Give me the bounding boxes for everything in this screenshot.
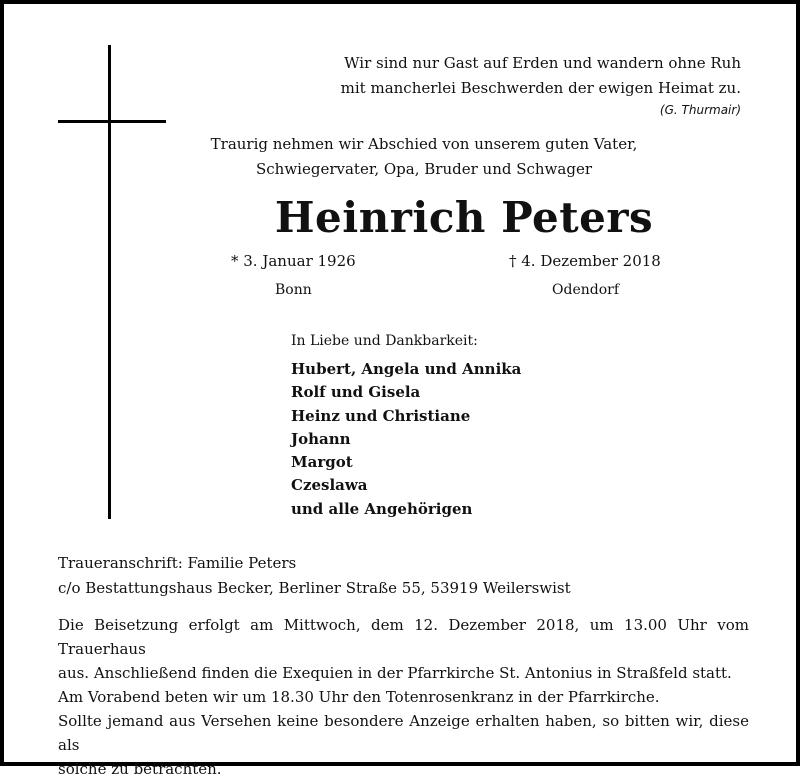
mourners-list xyxy=(291,358,521,521)
memorial-verse xyxy=(341,51,741,101)
notice-line: Sollte jemand aus Versehen keine besondere Anzeige erhalten haben, so bitten wir, diese als xyxy=(58,712,749,754)
verse-author: (G. Thurmair) xyxy=(659,103,741,117)
mourner-name: Hubert, Angela und Annika xyxy=(291,360,522,378)
birth-date: * 3. Januar 1926 xyxy=(231,252,356,270)
address-line: Traueranschrift: Familie Peters xyxy=(58,554,297,572)
mourner-name: und alle Angehörigen xyxy=(291,499,473,518)
notice-line: Am Vorabend beten wir um 18.30 Uhr den Totenrosenkranz in der Pfarrkirche. xyxy=(58,688,660,706)
cross-symbol xyxy=(108,45,111,519)
notice-line: solche zu betrachten. xyxy=(58,760,222,778)
mourner-name: Johann xyxy=(291,429,351,448)
funeral-notice xyxy=(58,613,749,781)
mourner-name: Czeslawa xyxy=(291,476,368,495)
mourning-address xyxy=(58,551,571,601)
verse-line: mit mancherlei Beschwerden der ewigen Heimat zu. xyxy=(340,79,741,97)
death-date: † 4. Dezember 2018 xyxy=(509,252,661,270)
intro-text xyxy=(164,132,684,182)
birth-place: Bonn xyxy=(275,282,312,298)
notice-line: Die Beisetzung erfolgt am Mittwoch, dem 12. Dezember 2018, um 13.00 Uhr vom Trauerhaus xyxy=(58,616,749,658)
cross-symbol-bar xyxy=(58,120,166,123)
mourner-name: Rolf und Gisela xyxy=(291,383,421,402)
death-place: Odendorf xyxy=(552,282,620,298)
intro-line: Traurig nehmen wir Abschied von unserem guten Vater, xyxy=(210,135,638,153)
notice-line: aus. Anschließend finden die Exequien in der Pfarrkirche St. Antonius in Straßfeld statt. xyxy=(58,664,732,682)
mourner-name: Heinz und Christiane xyxy=(291,406,471,425)
deceased-name: Heinrich Peters xyxy=(274,193,654,242)
mourner-name: Margot xyxy=(291,453,353,472)
address-line: c/o Bestattungshaus Becker, Berliner Straße 55, 53919 Weilerswist xyxy=(58,579,571,597)
mourners-heading: In Liebe und Dankbarkeit: xyxy=(291,333,478,349)
verse-line: Wir sind nur Gast auf Erden und wandern ohne Ruh xyxy=(344,54,741,72)
intro-line: Schwiegervater, Opa, Bruder und Schwager xyxy=(256,160,592,178)
